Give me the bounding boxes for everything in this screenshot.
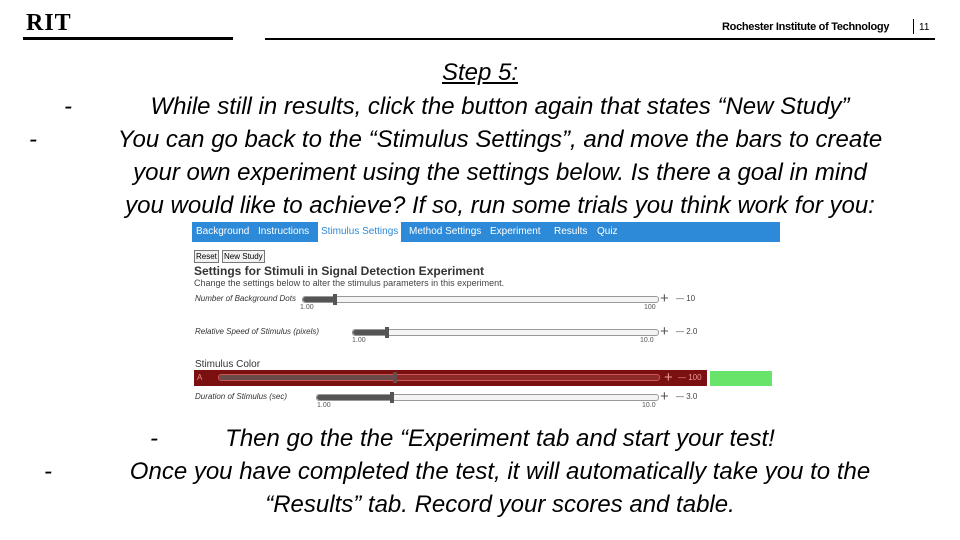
increment-icon[interactable]: +	[660, 388, 669, 405]
bullet-line: you would like to achieve? If so, run some trials you think work for you:	[125, 192, 875, 219]
bullet-dash: -	[44, 458, 52, 485]
slider-label: Duration of Stimulus (sec)	[195, 392, 288, 401]
slide-title-row	[0, 57, 960, 89]
slider-value: — 2.0	[676, 327, 698, 336]
slider-min-label: 1.00	[352, 337, 366, 344]
tab-stimulus-settings[interactable]: Stimulus Settings	[318, 222, 401, 242]
institution-name: Rochester Institute of Technology	[722, 21, 890, 33]
bullet-dash: -	[64, 93, 72, 120]
slider-label: Relative Speed of Stimulus (pixels)	[195, 327, 320, 336]
bullet-line: Once you have completed the test, it will automatically take you to the	[129, 458, 871, 485]
bullet-dash: -	[150, 425, 158, 452]
slider-min-label: 1.00	[300, 304, 314, 311]
slide-title: Step 5:	[441, 59, 519, 86]
color-value-number: 100	[688, 373, 702, 382]
slider-max-label: 100	[644, 304, 656, 311]
stimulus-color-row	[194, 370, 707, 386]
increment-icon[interactable]: +	[660, 323, 669, 340]
new-study-button[interactable]: New Study	[224, 252, 263, 261]
color-value: — 100	[678, 373, 702, 382]
slider-fill	[303, 297, 335, 302]
slider-track[interactable]	[352, 329, 659, 336]
increment-icon[interactable]: +	[664, 369, 673, 386]
bullet-line: Then go the the “Experiment tab and start your test!	[225, 425, 775, 452]
slider-fill	[317, 395, 392, 400]
slider-handle[interactable]	[390, 392, 394, 403]
page-number: 11	[919, 22, 930, 33]
color-channel-label: A	[197, 373, 203, 382]
slider-max-label: 10.0	[640, 337, 654, 344]
slider-value: — 10	[676, 294, 696, 303]
slider-handle[interactable]	[385, 327, 389, 338]
bullet-dash: -	[29, 126, 37, 153]
slider-value-number: 2.0	[686, 327, 698, 336]
slider-value: — 3.0	[676, 392, 698, 401]
app-tab-bar	[192, 222, 780, 242]
stimulus-color-label: Stimulus Color	[195, 359, 261, 370]
header-rule-right	[265, 38, 935, 40]
bullet-line: your own experiment using the settings below. Is there a goal in mind	[133, 159, 867, 186]
slider-handle[interactable]	[333, 294, 337, 305]
slider-track[interactable]	[316, 394, 659, 401]
rit-logo: RIT	[26, 10, 72, 36]
tab-quiz[interactable]: Quiz	[597, 226, 618, 237]
slider-value-number: 10	[686, 294, 696, 303]
tab-background[interactable]: Background	[196, 226, 250, 237]
slider-track[interactable]	[302, 296, 659, 303]
settings-description: Change the settings below to alter the stimulus parameters in this experiment.	[194, 278, 505, 288]
color-slider-track[interactable]	[218, 374, 660, 381]
color-preview-swatch	[710, 371, 772, 386]
tab-results[interactable]: Results	[554, 226, 588, 237]
slider-label: Number of Background Dots	[195, 294, 296, 303]
bullet-line: “Results” tab. Record your scores and table.	[265, 491, 735, 518]
embedded-app-screenshot	[192, 222, 780, 414]
tab-method-settings[interactable]: Method Settings	[409, 226, 482, 237]
reset-button[interactable]: Reset	[196, 252, 217, 261]
increment-icon[interactable]: +	[660, 290, 669, 307]
slider-max-label: 10.0	[642, 402, 656, 409]
tab-experiment[interactable]: Experiment	[490, 226, 541, 237]
header-separator	[913, 19, 914, 34]
bullet-line: You can go back to the “Stimulus Settings”, and move the bars to create	[117, 126, 883, 153]
slider-value-number: 3.0	[686, 392, 698, 401]
slider-fill	[353, 330, 387, 335]
slider-fill	[219, 375, 395, 380]
settings-title: Settings for Stimuli in Signal Detection Experiment	[194, 264, 485, 278]
slider-min-label: 1.00	[317, 402, 331, 409]
bullet-line: While still in results, click the button again that states “New Study”	[150, 93, 850, 120]
header-rule-left	[23, 37, 233, 40]
slider-handle[interactable]	[393, 372, 397, 383]
tab-instructions[interactable]: Instructions	[258, 226, 310, 237]
